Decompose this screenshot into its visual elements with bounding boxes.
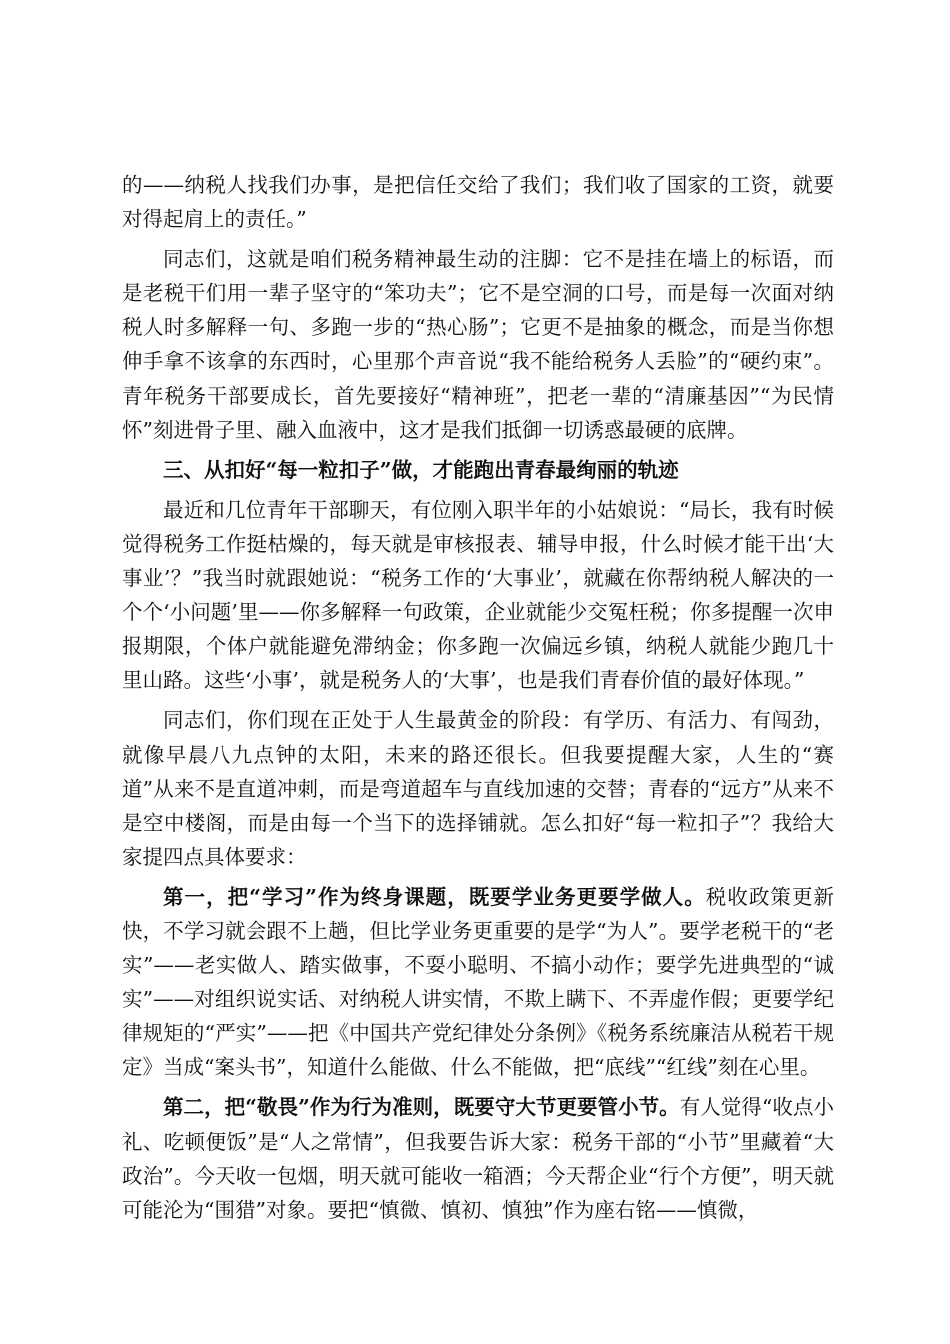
document-body xyxy=(122,168,834,1227)
requirement-2-lead: 第二，把“敬畏”作为行为准则，既要守大节更要管小节。 xyxy=(163,1095,680,1120)
paragraph-continued: 的——纳税人找我们办事，是把信任交给了我们；我们收了国家的工资，就要对得起肩上的责任。” xyxy=(122,173,834,232)
paragraph-tax-spirit: 同志们，这就是咱们税务精神最生动的注脚：它不是挂在墙上的标语，而是老税干们用一辈子坚守的“笨功夫”；它不是空洞的口号，而是每一次面对纳税人时多解释一句、多跑一步的“热心肠”；它更不是抽象的概念，而是当你想伸手拿不该拿的东西时，心里那个声音说“我不能给税务人丢脸”的“硬约束”。青年税务干部要成长，首先要接好“精神班”，把老一辈的“清廉基因”“为民情怀”刻进骨子里、融入血液中，这才是我们抵御一切诱惑最硬的底牌。 xyxy=(122,247,834,442)
paragraph-requirement-2 xyxy=(122,1090,834,1226)
requirement-2-body: 有人觉得“收点小礼、吃顿便饭”是“人之常情”，但我要告诉大家：税务干部的“小节”里藏着“大政治”。今天收一包烟，明天就可能收一箱酒；今天帮企业“行个方便”，明天就可能沦为“围猎”对象。要把“慎微、慎初、慎独”作为座右铭——慎微， xyxy=(122,1095,834,1222)
requirement-1-lead: 第一，把“学习”作为终身课题，既要学业务更要学做人。 xyxy=(163,884,706,909)
paragraph-young-cadre-chat: 最近和几位青年干部聊天，有位刚入职半年的小姑娘说：“局长，我有时候觉得税务工作挺枯燥的，每天就是审核报表、辅导申报，什么时候才能干出‘大事业’？”我当时就跟她说：“税务工作的‘大事业’，就藏在你帮纳税人解决的一个个‘小问题’里——你多解释一句政策，企业就能少交冤枉税；你多提醒一次申报期限，个体户就能避免滞纳金；你多跑一次偏远乡镇，纳税人就能少跑几十里山路。这些‘小事’，就是税务人的‘大事’，也是我们青春价值的最好体现。” xyxy=(122,497,834,693)
paragraph-requirement-1 xyxy=(122,880,834,1085)
paragraph-four-requirements: 同志们，你们现在正处于人生最黄金的阶段：有学历、有活力、有闯劲，就像早晨八九点钟的太阳，未来的路还很长。但我要提醒大家，人生的“赛道”从来不是直道冲刺，而是弯道超车与直线加速的交替；青春的“远方”从来不是空中楼阁，而是由每一个当下的选择铺就。怎么扣好“每一粒扣子”？我给大家提四点具体要求： xyxy=(122,708,834,869)
requirement-1-body: 税收政策更新快，不学习就会跟不上趟，但比学业务更重要的是学“为人”。要学老税干的“老实”——老实做人、踏实做事，不耍小聪明、不搞小动作；要学先进典型的“诚实”——对组织说实话、对纳税人讲实情，不欺上瞒下、不弄虚作假；更要学纪律规矩的“严实”——把《中国共产党纪律处分条例》《税务系统廉洁从税若干规定》当成“案头书”，知道什么能做、什么不能做，把“底线”“红线”刻在心里。 xyxy=(122,884,834,1080)
section-heading-3: 三、从扣好“每一粒扣子”做，才能跑出青春最绚丽的轨迹 xyxy=(163,457,679,482)
